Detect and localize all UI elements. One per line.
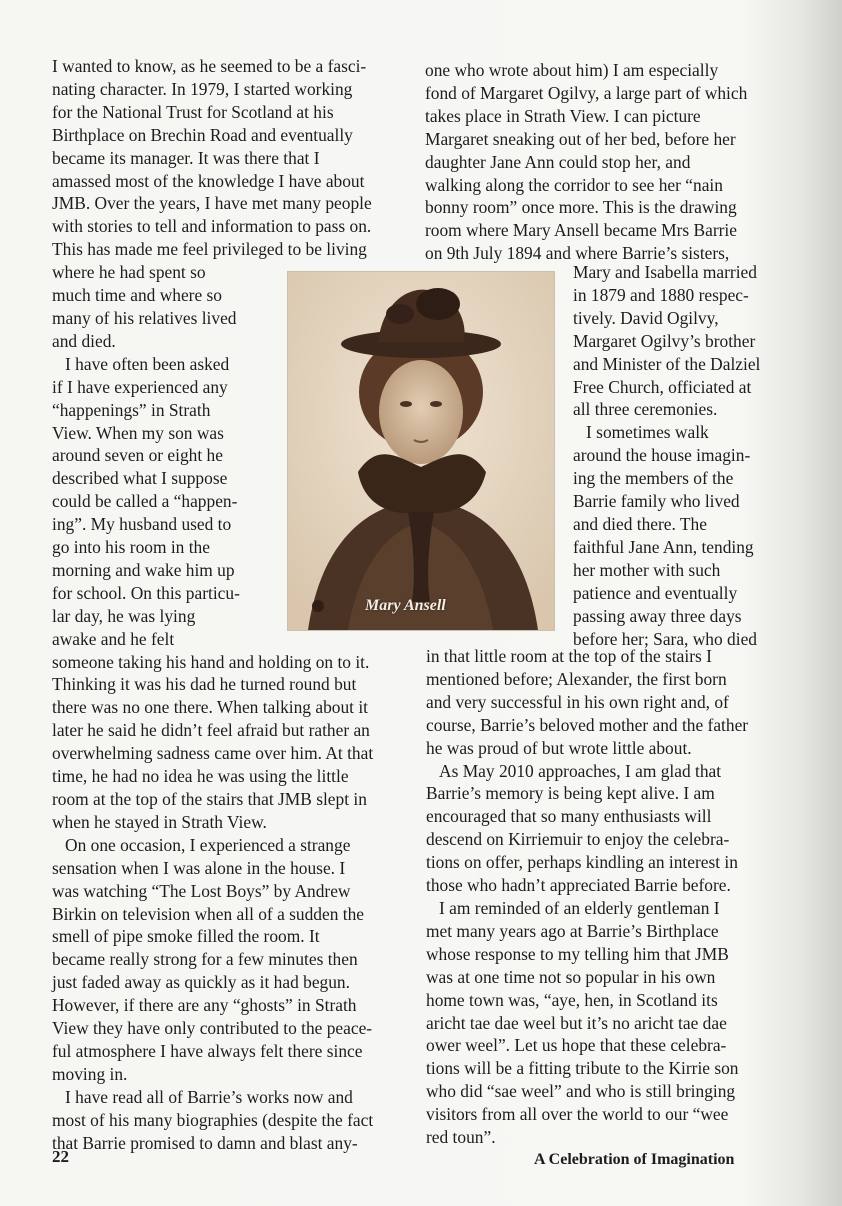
text-line: home town was, “aye, hen, in Scotland its: [426, 989, 718, 1010]
text-line: red toun”.: [426, 1127, 496, 1148]
text-line: whose response to my telling him that JMB: [426, 943, 729, 964]
text-line: Barrie family who lived: [573, 491, 740, 512]
text-line: tions will be a fitting tribute to the Kirrie son: [426, 1058, 739, 1079]
text-line: one who wrote about him) I am especially: [425, 60, 719, 80]
text-line: became its manager. It was there that I: [52, 147, 320, 168]
text-line: However, if there are any “ghosts” in Strath: [52, 995, 357, 1016]
text-line: takes place in Strath View. I can picture: [425, 105, 701, 126]
text-line: Free Church, officiated at: [573, 376, 752, 397]
text-line: tions on offer, perhaps kindling an interest in: [426, 852, 738, 873]
text-line: all three ceremonies.: [573, 399, 718, 420]
page-number: 22: [52, 1147, 69, 1166]
text-line: and died.: [52, 330, 116, 351]
text-line: Margaret sneaking out of her bed, before her: [425, 128, 736, 149]
text-line: most of his many biographies (despite the fact: [52, 1109, 374, 1130]
text-line: Margaret Ogilvy’s brother: [573, 330, 756, 351]
text-line: with stories to tell and information to pass on.: [52, 216, 372, 237]
text-line: This has made me feel privileged to be living: [52, 239, 367, 260]
text-line: tively. David Ogilvy,: [573, 307, 719, 328]
text-line: was at one time not so popular in his own: [426, 966, 716, 987]
text-line: fond of Margaret Ogilvy, a large part of which: [425, 82, 748, 103]
text-line: JMB. Over the years, I have met many people: [52, 193, 372, 214]
text-line: ing the members of the: [573, 468, 734, 489]
text-line: where he had spent so: [52, 262, 206, 283]
right-column-top: [425, 59, 777, 265]
text-line: I have read all of Barrie’s works now and: [52, 1086, 353, 1107]
text-line: “happenings” in Strath: [52, 399, 211, 420]
photo-caption: Mary Ansell: [365, 597, 446, 614]
text-line: patience and eventually: [573, 582, 738, 603]
text-line: and died there. The: [573, 513, 707, 534]
text-line: much time and where so: [52, 285, 222, 306]
text-line: View. When my son was: [52, 422, 224, 443]
text-line: room where Mary Ansell became Mrs Barrie: [425, 220, 737, 241]
text-line: On one occasion, I experienced a strange: [52, 834, 351, 855]
text-line: visitors from all over the world to our “wee: [426, 1104, 729, 1125]
text-line: smell of pipe smoke filled the room. It: [52, 926, 320, 947]
text-line: could be called a “happen-: [52, 491, 238, 512]
text-line: overwhelming sadness came over him. At that: [52, 743, 374, 764]
text-line: in that little room at the top of the stairs I: [426, 646, 712, 666]
text-line: described what I suppose: [52, 468, 228, 489]
text-line: those who hadn’t appreciated Barrie before.: [426, 875, 731, 896]
text-line: I wanted to know, as he seemed to be a fasci-: [52, 56, 367, 76]
text-line: in 1879 and 1880 respec-: [573, 284, 749, 305]
text-line: lar day, he was lying: [52, 605, 196, 626]
text-line: for school. On this particu-: [52, 582, 240, 603]
text-line: he was proud of but wrote little about.: [426, 737, 692, 758]
text-line: aricht tae dae weel but it’s no aricht tae dae: [426, 1012, 727, 1033]
text-line: Barrie’s memory is being kept alive. I am: [426, 783, 715, 804]
text-line: and very successful in his own right and, of: [426, 691, 729, 712]
text-line: later he said he didn’t feel afraid but rather an: [52, 720, 370, 741]
text-line: on 9th July 1894 and where Barrie’s sisters,: [425, 243, 730, 264]
text-line: Mary and Isabella married: [573, 262, 757, 282]
text-line: room at the top of the stairs that JMB slept in: [52, 789, 367, 809]
text-line: descend on Kirriemuir to enjoy the celebra-: [426, 829, 730, 850]
text-line: before her; Sara, who died: [573, 628, 757, 649]
text-line: and Minister of the Dalziel: [573, 353, 761, 374]
text-line: I have often been asked: [52, 353, 230, 374]
text-line: time, he had no idea he was using the little: [52, 766, 349, 787]
text-line: when he stayed in Strath View.: [52, 811, 267, 832]
text-line: became really strong for a few minutes then: [52, 949, 358, 970]
text-line: moving in.: [52, 1063, 128, 1084]
text-line: sensation when I was alone in the house. I: [52, 857, 346, 878]
text-line: someone taking his hand and holding on to it.: [52, 651, 370, 672]
text-line: Birthplace on Brechin Road and eventually: [52, 124, 353, 145]
portrait-photo: [288, 272, 554, 630]
text-line: walking along the corridor to see her “nain: [425, 174, 723, 195]
text-line: awake and he felt: [52, 628, 175, 649]
publication-title: A Celebration of Imagination: [534, 1151, 735, 1168]
text-line: who did “sae weel” and who is still bringing: [426, 1081, 736, 1102]
text-line: for the National Trust for Scotland at his: [52, 101, 334, 122]
text-line: was watching “The Lost Boys” by Andrew: [52, 880, 351, 901]
text-line: I sometimes walk: [573, 422, 709, 443]
text-line: faithful Jane Ann, tending: [573, 536, 754, 557]
text-line: As May 2010 approaches, I am glad that: [426, 760, 722, 781]
text-line: nating character. In 1979, I started working: [52, 78, 353, 99]
text-line: around seven or eight he: [52, 445, 223, 466]
right-column-wrap: [573, 261, 778, 650]
text-line: ower weel”. Let us hope that these celebra-: [426, 1035, 727, 1056]
text-line: morning and wake him up: [52, 559, 235, 580]
portrait-illustration: [288, 272, 554, 630]
text-line: many of his relatives lived: [52, 307, 237, 328]
text-line: View they have only contributed to the peace-: [52, 1018, 373, 1039]
text-line: course, Barrie’s beloved mother and the father: [426, 714, 749, 735]
text-line: met many years ago at Barrie’s Birthplace: [426, 920, 719, 941]
text-line: ful atmosphere I have always felt there since: [52, 1040, 363, 1061]
text-line: her mother with such: [573, 559, 721, 580]
text-line: I am reminded of an elderly gentleman I: [426, 897, 720, 918]
text-line: that Barrie promised to damn and blast any-: [52, 1132, 358, 1153]
text-line: bonny room” once more. This is the drawing: [425, 197, 737, 218]
text-line: ing”. My husband used to: [52, 514, 232, 535]
text-line: Thinking it was his dad he turned round but: [52, 674, 357, 695]
text-line: just faded away as quickly as it had begun.: [52, 972, 350, 993]
text-line: go into his room in the: [52, 537, 210, 558]
text-line: around the house imagin-: [573, 445, 751, 466]
text-line: mentioned before; Alexander, the first born: [426, 668, 727, 689]
text-line: amassed most of the knowledge I have about: [52, 170, 365, 191]
right-column-bottom: [426, 645, 778, 1149]
text-line: there was no one there. When talking about it: [52, 697, 368, 718]
text-line: if I have experienced any: [52, 376, 228, 397]
text-line: encouraged that so many enthusiasts will: [426, 806, 712, 827]
text-line: passing away three days: [573, 605, 742, 626]
text-line: daughter Jane Ann could stop her, and: [425, 151, 691, 172]
text-line: Birkin on television when all of a sudden the: [52, 903, 365, 924]
